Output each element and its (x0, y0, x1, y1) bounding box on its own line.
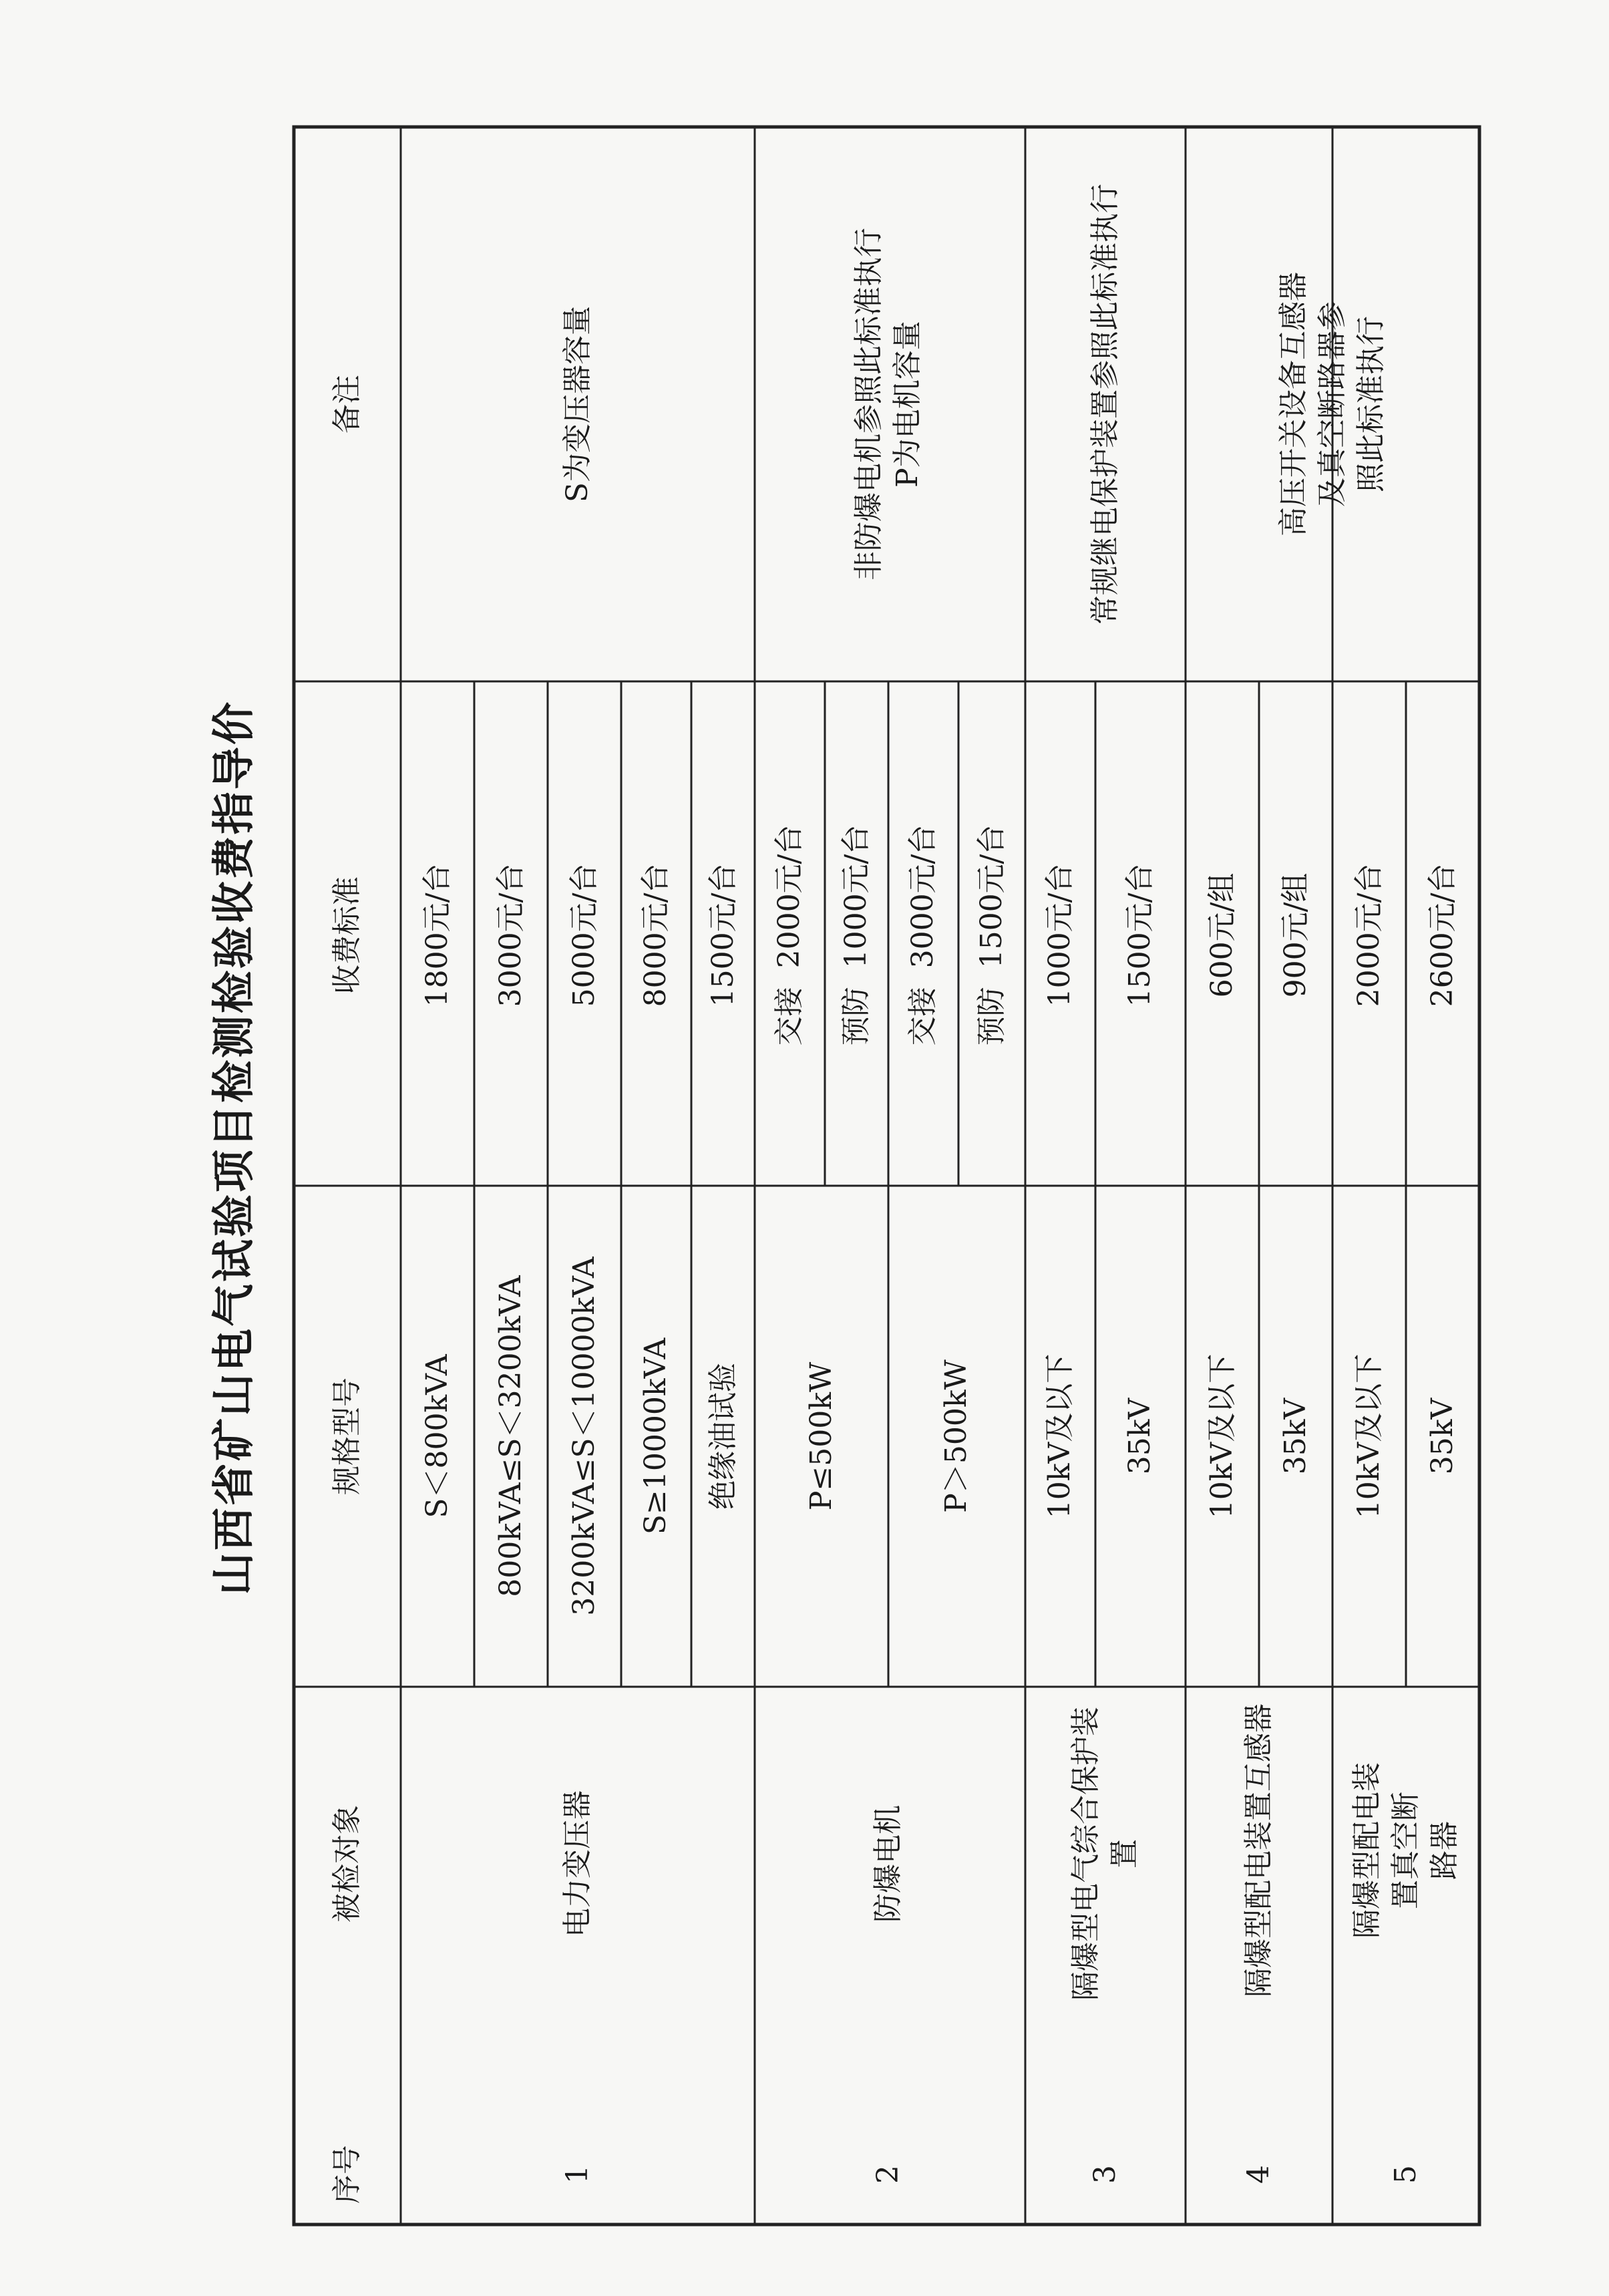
header-spec: 规格型号 (330, 1377, 364, 1495)
spec-cell: P＞500kW (939, 1359, 973, 1513)
header-object: 被检对象 (330, 1805, 364, 1923)
fee-cell: 1500元/台 (706, 863, 740, 1007)
fee-cell: 2600元/台 (1425, 863, 1459, 1007)
fee-cell: 2000元/台 (1352, 863, 1386, 1007)
fee-cell: 1800元/台 (420, 863, 454, 1007)
note-cell: 常规继电保护装置参照此标准执行 (1088, 184, 1122, 625)
fee-cell: 交接 3000元/台 (906, 824, 940, 1046)
note-cell: 非防爆电机参照此标准执行 P为电机容量 (852, 228, 924, 581)
row-object: 电力变压器 (560, 1790, 594, 1937)
row-no: 3 (1088, 2165, 1122, 2184)
header-fee: 收费标准 (330, 876, 364, 994)
row-object: 防爆电机 (871, 1805, 905, 1923)
spec-cell: S＜800kVA (420, 1354, 454, 1518)
fee-cell: 5000元/台 (567, 863, 601, 1007)
page-title: 山西省矿山电气试验项目检测检验收费指导价 (209, 700, 259, 1595)
spec-cell: 800kVA≤S＜3200kVA (494, 1275, 528, 1597)
header-no: 序号 (330, 2145, 364, 2204)
fee-cell: 1000元/台 (1043, 863, 1077, 1007)
spec-cell: 35kV (1425, 1398, 1459, 1475)
header-note: 备注 (330, 375, 364, 434)
spec-cell: 10kV及以下 (1043, 1353, 1077, 1519)
spec-cell: 35kV (1278, 1398, 1312, 1475)
note-cell: 高压开关设备互感器及真空断路器参 照此标准执行 (1276, 272, 1388, 536)
fee-cell: 900元/组 (1278, 872, 1312, 998)
row-object: 隔爆型配电装置互感器 (1242, 1703, 1276, 1997)
fee-cell: 600元/组 (1205, 872, 1239, 998)
spec-cell: P≤500kW (804, 1361, 838, 1511)
spec-cell: 绝缘油试验 (706, 1363, 740, 1510)
row-object: 隔爆型电气综合保护装 置 (1069, 1707, 1141, 2001)
fee-cell: 预防 1500元/台 (974, 824, 1009, 1046)
spec-cell: 35kV (1123, 1398, 1157, 1475)
fee-cell: 8000元/台 (639, 863, 673, 1007)
row-no: 5 (1389, 2165, 1423, 2184)
row-no: 2 (871, 2165, 905, 2184)
fee-cell: 交接 2000元/台 (772, 824, 806, 1046)
fee-cell: 3000元/台 (494, 863, 528, 1007)
row-no: 1 (560, 2165, 594, 2184)
spec-cell: 3200kVA≤S＜10000kVA (567, 1257, 601, 1616)
row-no: 4 (1242, 2165, 1276, 2184)
spec-cell: 10kV及以下 (1352, 1353, 1386, 1519)
fee-cell: 1500元/台 (1123, 863, 1157, 1007)
row-object: 隔爆型配电装置真空断 路器 (1350, 1762, 1461, 1939)
fee-cell: 预防 1000元/台 (839, 824, 873, 1046)
note-cell: S为变压器容量 (560, 305, 594, 503)
spec-cell: S≥10000kVA (639, 1337, 673, 1535)
spec-cell: 10kV及以下 (1205, 1353, 1239, 1519)
